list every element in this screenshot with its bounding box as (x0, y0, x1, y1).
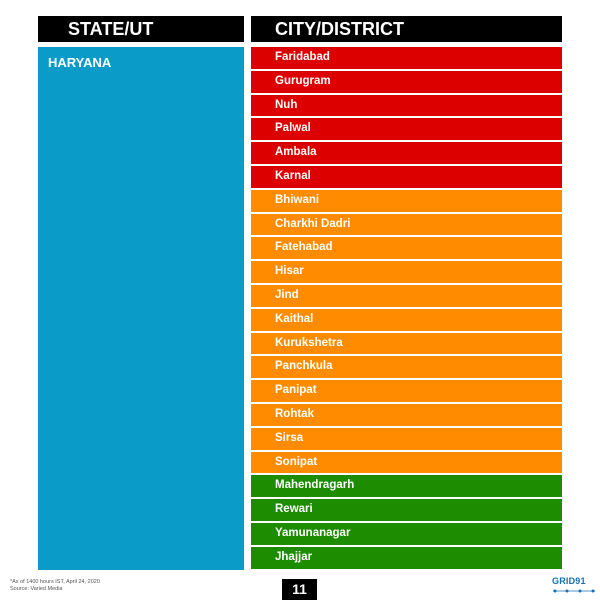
district-row-karnal: Karnal (251, 166, 562, 188)
district-row-jind: Jind (251, 285, 562, 307)
district-row-palwal: Palwal (251, 118, 562, 140)
district-row-panipat: Panipat (251, 380, 562, 402)
district-row-nuh: Nuh (251, 95, 562, 117)
footnote-source: Source: Varied Media (10, 586, 63, 592)
district-list (251, 47, 562, 570)
district-row-mahendragarh: Mahendragarh (251, 475, 562, 497)
district-row-hisar: Hisar (251, 261, 562, 283)
district-row-kaithal: Kaithal (251, 309, 562, 331)
district-row-gurugram: Gurugram (251, 71, 562, 93)
district-row-charkhi-dadri: Charkhi Dadri (251, 214, 562, 236)
district-row-kurukshetra: Kurukshetra (251, 333, 562, 355)
district-row-rohtak: Rohtak (251, 404, 562, 426)
district-row-faridabad: Faridabad (251, 47, 562, 69)
logo-text: GRID91 (552, 576, 586, 586)
district-row-panchkula: Panchkula (251, 356, 562, 378)
district-row-fatehabad: Fatehabad (251, 237, 562, 259)
state-column (38, 47, 244, 570)
district-row-sonipat: Sonipat (251, 452, 562, 474)
state-name: HARYANA (48, 55, 112, 70)
network-line-icon (552, 587, 596, 595)
district-row-bhiwani: Bhiwani (251, 190, 562, 212)
page-number: 11 (282, 579, 317, 600)
footnote-date: *As of 1400 hours IST, April 24, 2020 (10, 579, 100, 585)
district-row-ambala: Ambala (251, 142, 562, 164)
grid91-logo (552, 576, 596, 598)
district-row-yamunanagar: Yamunanagar (251, 523, 562, 545)
district-row-jhajjar: Jhajjar (251, 547, 562, 569)
state-ut-header: STATE/UT (38, 16, 244, 42)
district-row-rewari: Rewari (251, 499, 562, 521)
district-row-sirsa: Sirsa (251, 428, 562, 450)
city-district-header: CITY/DISTRICT (251, 16, 562, 42)
footnote (10, 579, 100, 593)
